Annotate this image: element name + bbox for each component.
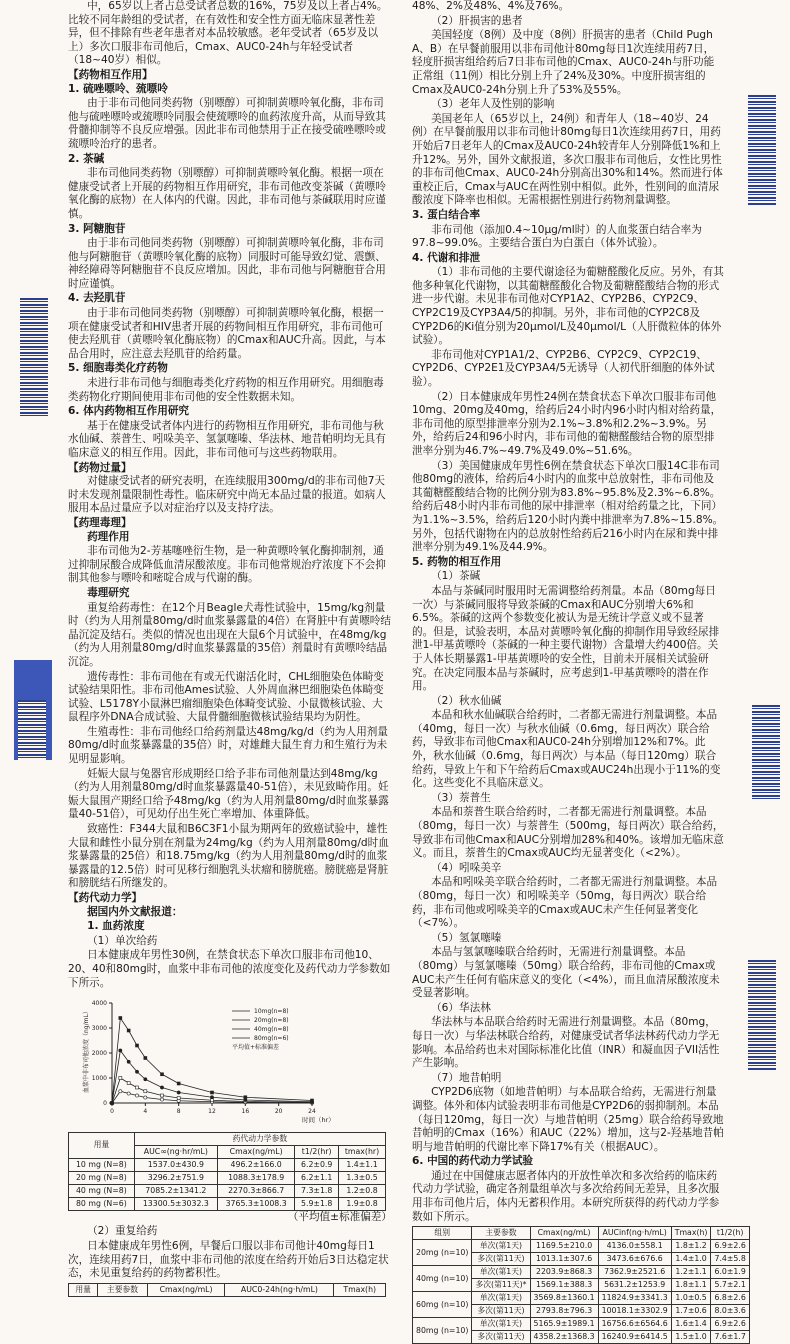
table-cell: 1.3±0.5 <box>339 1171 386 1184</box>
table-cell: 13300.5±3032.3 <box>134 1197 217 1210</box>
table-cell: 6.9±2.6 <box>711 1318 749 1331</box>
interaction-text: 由于非布司他同类药物（别嘌醇）可抑制黄嘌呤氧化酶，非布司他与硫唑嘌呤或巯嘌呤同服会使巯嘌呤的血药浓度升高，从而导致其骨髓抑制等不良反应增强。因此非布司他禁用于正在接受硫唑嘌呤或巯嘌呤治疗的患者。 <box>68 97 386 150</box>
metab-paragraph: 非布司他对CYP1A1/2、CYP2B6、CYP2C9、CYP2C19、CYP2D6、CYP2E1及CYP3A4/5无诱导（人初代肝细胞的体外试验）。 <box>412 348 715 389</box>
table-cell: 6.0±1.9 <box>711 1266 749 1279</box>
data-point <box>144 1090 147 1093</box>
pk-sub1: 1. 血药浓度 <box>87 920 145 933</box>
table-row <box>413 1266 750 1279</box>
data-point <box>111 1102 114 1105</box>
interaction-heading: 1. 硫唑嘌呤、巯嘌呤 <box>68 82 168 95</box>
x-tick-label: 16 <box>241 1108 250 1116</box>
table-cell: 1013.1±307.6 <box>530 1253 598 1266</box>
table-cell: 7.4±5.8 <box>711 1253 749 1266</box>
tox-paragraphs <box>68 602 392 891</box>
interaction-sub-text: CYP2D6底物（如地昔帕明）与本品联合给药，无需进行剂量调整。体外和体内试验表明非布司他是CYP2D6的弱抑制剂。本品（每日120mg，每日一次）与地昔帕明（25mg）联合给药导致地昔帕明的Cmax（16%）和AUC（22%）增加，这与2-羟基地昔帕明与地昔帕明的代谢比率下降17%有关（根据AUC）。 <box>412 1086 724 1153</box>
data-point <box>135 1070 138 1073</box>
x-tick-label: 24 <box>308 1108 316 1116</box>
table-cell: 8.0±3.6 <box>711 1305 749 1318</box>
table-cell: 多次(第11天) <box>472 1253 530 1266</box>
legend-label: 10mg(n=8) <box>254 1008 289 1016</box>
table-row <box>69 1197 386 1210</box>
table-footnote: （平均值±标准偏差） <box>287 1210 392 1223</box>
inter-heading: 5. 药物的相互作用 <box>412 555 502 568</box>
interaction-sub: （4）吲哚美辛 <box>431 861 502 874</box>
table-cell: 3473.6±676.6 <box>598 1253 671 1266</box>
y-axis-label: 血浆中非布司他浓度（ng/mL） <box>83 1008 90 1094</box>
th-group-r: 组别 <box>413 1227 472 1240</box>
table-cell: 6.9±2.6 <box>711 1240 749 1253</box>
overdose-text: 对健康受试者的研究表明，在连续服用300mg/d的非布司他7天时未发现剂量限制性毒性。临床研究中尚无本品过量的报道。如病人服用本品过量应予以对症治疗以及支持疗法。 <box>68 475 386 515</box>
table-cell: 1169.5±210.0 <box>530 1240 598 1253</box>
pharm-tox-tag: 【药理毒理】 <box>68 516 132 529</box>
table-cell: 16240.9±6414.5 <box>598 1331 671 1344</box>
data-point <box>144 1057 147 1060</box>
table-cell: 2203.9±868.3 <box>530 1266 598 1279</box>
pk-intro: 据国内外文献报道： <box>87 905 183 918</box>
data-point <box>144 1078 147 1081</box>
metab-paragraph: （3）美国健康成年男性6例在禁食状态下单次口服14C非布司他80mg的液体，给药后4小时内的血浆中总放射性，非布司他及其葡糖醛酸结合物的比例分别为83.8%~95.8%及2.3%~6.8%。给药后48小时内非布司他的尿中排泄率（相对给药量之比，下同）为1.1%~3.5%，给药后120小时内粪中排泄率为7.8%~15.8%。另外，包括代谢物在内的总放射性给药后216小时内在尿和粪中排泄率分别为49.1%及44.9%。 <box>412 459 724 554</box>
x-tick-label: 12 <box>208 1108 216 1116</box>
legend-label: 40mg(n=8) <box>254 1026 289 1034</box>
table-cell: 60mg (n=10) <box>413 1292 472 1318</box>
y-tick-label: 4000 <box>91 1000 107 1008</box>
table-row <box>413 1318 750 1331</box>
th-auc-r: AUCinf(ng·h/mL) <box>598 1227 671 1240</box>
series-line <box>112 1051 312 1104</box>
y-tick-label: 0 <box>103 1100 107 1108</box>
data-point <box>127 1029 130 1032</box>
th-t12-r: t1/2(h) <box>711 1227 749 1240</box>
pk-table-body <box>69 1158 386 1210</box>
table-cell: 16756.6±6564.6 <box>598 1318 671 1331</box>
table-cell: 10 mg (N=8) <box>69 1158 135 1171</box>
interaction-sub: （3）萘普生 <box>431 791 491 804</box>
table-cell: 1.4±1.0 <box>671 1253 711 1266</box>
data-point <box>144 1096 147 1099</box>
table-cell: 11824.9±3341.3 <box>598 1292 671 1305</box>
right-barcode-strip-mid <box>752 705 780 800</box>
table-cell: 80mg (n=10) <box>413 1318 472 1344</box>
interaction-sub: （1）茶碱 <box>431 570 481 583</box>
table-cell: 2270.3±866.7 <box>217 1184 294 1197</box>
table-cell: 1.2±1.1 <box>671 1266 711 1279</box>
interaction-items <box>412 570 724 1154</box>
hep-text: 美国轻度（8例）及中度（8例）肝损害的患者（Child Pugh A、B）在早餐前服用以非布司他计80mg每日1次连续用药7日，轻度肝损害组给药后7日非布司他的Cmax、AUC0-24h与肝功能正常组（11例）相比分别上升了24%及30%。中度肝损害组的Cmax及AUC0-24h分别上升了53%及55%。 <box>412 29 715 96</box>
table-row <box>69 1184 386 1197</box>
table-cell: 6.2±0.9 <box>295 1158 339 1171</box>
right-top-line: 48%、2%及48%、4%及76%。 <box>412 0 570 12</box>
pk-header-cell: AUC∞(ng·hr/mL) <box>134 1145 217 1158</box>
th-main-r: 主要参数 <box>472 1227 530 1240</box>
table-cell: 1.6±1.4 <box>671 1318 711 1331</box>
interaction-sub-text: 本品与氢氯噻嗪联合给药时，无需进行剂量调整。本品（80mg）与氢氯噻嗪（50mg）联合给药，非布司他的Cmax或AUC未产生任何有临床意义的变化（<4%），而且血清尿酸浓度未受显著影响。 <box>412 946 720 1000</box>
right-barcode-strip-low <box>748 960 776 1070</box>
data-point <box>161 1094 164 1097</box>
x-axis-label: 时间（hr） <box>302 1116 335 1125</box>
data-point <box>211 1091 214 1094</box>
data-point <box>160 1086 163 1089</box>
data-point <box>119 1017 122 1020</box>
data-point <box>311 1099 314 1102</box>
table-cell: 单次(第1天) <box>472 1318 530 1331</box>
left-top-paragraph: 中，65岁以上者占总受试者总数的16%，75岁及以上者占4%。比较不同年龄组的受试者，在有效性和安全性方面无临床显著性差异，但不排除有些老年患者对本品较敏感。老年受试者（65岁及以上）多次口服非布司他后，Cmax、AUC0-24h与年轻受试者（18~40岁）相似。 <box>68 0 388 67</box>
table-cell: 单次(第1天) <box>472 1240 530 1253</box>
pk-sub1a-text: 日本健康成年男性30例，在禁食状态下单次口服非布司他10、20、40和80mg时，血浆中非布司他的浓度变化及药代动力学参数如下所示。 <box>68 949 391 989</box>
y-tick-label: 2000 <box>91 1050 107 1058</box>
interaction-sub-text: 本品和萘普生联合给药时，二者都无需进行剂量调整。本品（80mg，每日一次）与萘普生（500mg，每日两次）联合给药，导致非布司他Cmax和AUC分别增加28%和40%。该增加无临床意义。而且，萘普生的Cmax或AUC均无显著变化（<2%）。 <box>412 806 724 860</box>
table-cell: 7085.2±1341.2 <box>134 1184 217 1197</box>
table-row <box>413 1292 750 1305</box>
pk-sub1a: （1）单次给药 <box>87 934 158 947</box>
data-point <box>127 1092 130 1095</box>
pk-tag: 【药代动力学】 <box>68 892 143 904</box>
data-point <box>136 1086 139 1089</box>
table-cell: 7.6±1.7 <box>711 1331 749 1344</box>
table-cell: 5.7±2.1 <box>711 1279 749 1292</box>
interaction-text: 由于非布司他同类药物（别嘌醇）可抑制黄嘌呤氧化酶，根据一项在健康受试者和HIV患者开展的药物间相互作用研究，非布司他可使去羟肌苷（黄嘌呤氧化酶底物）的Cmax和AUC升高。因此，与本品合用时，应注意去羟肌苷的给药量。 <box>68 307 386 360</box>
table-cell: 40 mg (N=8) <box>69 1184 135 1197</box>
table-cell: 496.2±166.0 <box>217 1158 294 1171</box>
metab-paragraph: （1）非布司他的主要代谢途径为葡糖醛酸化反应。另外，有其他多种氧化代谢物，以其葡糖醛酸化合物及葡糖醛酸结合物的形式进一步代谢。未见非布司他对CYP1A2、CYP2B6、CYP2C9、CYP2C19及CYP3A4/5的抑制。另外，非布司他的CYP2C8及CYP2D6的Ki值分别为20μmol/L及40μmol/L（人肝微粒体的体外试验）。 <box>412 266 724 347</box>
interaction-text: 基于在健康受试者体内进行的药物相互作用研究，非布司他与秋水仙碱、萘普生、吲哚美辛、氢氯噻嗪、华法林、地昔帕明均无具有临床意义的相互作用。因此，非布司他可与这些药物联用。 <box>68 419 386 459</box>
metab-heading: 4. 代谢和排泄 <box>412 251 481 264</box>
data-point <box>161 1073 164 1076</box>
x-tick-label: 4 <box>143 1108 148 1116</box>
table-cell: 1.5±1.0 <box>671 1331 711 1344</box>
pk-sub1b-text: 日本健康成年男性6例，早餐后口服以非布司他计40mg每日1次，连续用药7日，血浆中非布司他的浓度在给药开始后3日达稳定状态，未见重复给药的药物蓄积性。 <box>68 1239 389 1280</box>
legend-label: 20mg(n=8) <box>254 1017 289 1025</box>
pk-header-cell: tmax(hr) <box>339 1145 386 1158</box>
data-point <box>119 1077 122 1080</box>
table-cell: 40mg (n=10) <box>413 1266 472 1292</box>
interaction-sections <box>68 83 392 461</box>
table-cell: 4136.0±558.1 <box>598 1240 671 1253</box>
data-point <box>127 1082 130 1085</box>
data-point <box>210 1096 213 1099</box>
tox-paragraph: 生殖毒性：非布司他经口给药剂量达48mg/kg/d（约为人用剂量80mg/d时血浆暴露量的35倍）时，对雄雌大鼠生育力和生殖行为未见明显影响。 <box>68 725 388 766</box>
protein-heading: 3. 蛋白结合率 <box>412 208 481 221</box>
interaction-heading: 3. 阿糖胞苷 <box>68 222 126 235</box>
pk-param-table <box>68 1132 386 1211</box>
interaction-text: 未进行非布司他与细胞毒类化疗药物的相互作用研究。用细胞毒类药物化疗期间使用非布司他的安全性数据未知。 <box>68 377 384 403</box>
table-cell: 1.8±1.1 <box>671 1279 711 1292</box>
repeat-dose-table-header <box>68 1283 386 1297</box>
table-cell: 10018.1±3302.9 <box>598 1305 671 1318</box>
data-point <box>119 1049 122 1052</box>
tox-paragraph: 致癌性：F344大鼠和B6C3F1小鼠为期两年的致癌试验中，雄性大鼠和雌性小鼠分别在剂量为24mg/kg（约为人用剂量80mg/d时血浆暴露量的25倍）和18.75mg/kg（约为人用剂量80mg/d时的血浆暴露量的12.5倍）时可见移行细胞乳头状瘤和膀胱癌。膀胱癌是肾脏和膀胱结石所继发的。 <box>68 823 389 890</box>
rd-col-dose: 用量 <box>69 1283 98 1296</box>
x-tick-label: 8 <box>176 1108 181 1116</box>
th-group: 药代动力学参数 <box>134 1132 385 1145</box>
y-tick-label: 3000 <box>91 1025 107 1033</box>
left-barcode-strip-lower <box>18 700 46 760</box>
tox-paragraph: 遗传毒性：非布司他在有或无代谢活化时，CHL细胞染色体畸变试验结果阳性。非布司他Ames试验、人外周血淋巴细胞染色体畸变试验、L5178Y小鼠淋巴瘤细胞染色体畸变试验、小鼠微核试验、大鼠程序外DNA合成试验、大鼠骨髓细胞微核试验结果均为阴性。 <box>68 670 384 724</box>
interaction-text: 非布司他同类药物（别嘌醇）可抑制黄嘌呤氧化酶。根据一项在健康受试者上开展的药物相互作用研究，非布司他改变茶碱（黄嘌呤氧化酶的底物）在人体内的代谢。因此，非布司他与茶碱联用时应谨慎。 <box>68 167 386 220</box>
table-cell: 多次(第11天)* <box>472 1279 530 1292</box>
interaction-heading: 6. 体内药物相互作用研究 <box>68 405 190 418</box>
table-cell: 1569.1±388.3 <box>530 1279 598 1292</box>
metab-paragraph: （2）日本健康成年男性24例在禁食状态下单次口服非布司他10mg、20mg及40mg，给药后24小时内96小时内相对给药量，非布司他的原型排泄率分别为2.1%~3.8%和2.2%~3.9%。另外，给药后24和96小时内，非布司他的葡糖醛酸结合物的原型排泄率分别为46.7%~49.7%及49.0%~51.6%。 <box>412 390 722 457</box>
table-cell: 2793.8±796.3 <box>530 1305 598 1318</box>
interaction-sub: （6）华法林 <box>431 1001 491 1014</box>
table-cell: 5631.2±1253.9 <box>598 1279 671 1292</box>
table-cell: 5.9±1.8 <box>295 1197 339 1210</box>
table-cell: 5165.9±1989.1 <box>530 1318 598 1331</box>
interaction-sub-text: 本品与茶碱同时服用时无需调整给药剂量。本品（80mg每日一次）与茶碱同服将导致茶碱的Cmax和AUC分别增大6%和6.5%。茶碱的这两个参数变化被认为是无统计学意义或不显著的。但是，试验表明，本品对黄嘌呤氧化酶的抑制作用导致经尿排泄1-甲基黄嘌呤（茶碱的一种主要代谢物）含量增大约400倍。关于人体长期暴露1-甲基黄嘌呤的安全性，目前未开展相关试验研究。在决定同服本品与茶碱时，应考虑到1-甲基黄嘌呤的潜在作用。 <box>412 584 720 693</box>
interaction-heading: 2. 茶碱 <box>68 152 105 165</box>
legend-label: 80mg(n=6) <box>254 1035 289 1043</box>
table-cell: 7362.9±2521.6 <box>598 1266 671 1279</box>
table-cell: 80 mg (N=6) <box>69 1197 135 1210</box>
pk-concentration-chart <box>78 995 378 1123</box>
elder-heading: （3）老年人及性别的影响 <box>431 98 555 111</box>
protein-text: 非布司他（添加0.4~10μg/ml时）的人血浆蛋白结合率为97.8~99.0%。主要结合蛋白为白蛋白（体外试验）。 <box>412 223 702 250</box>
overdose-tag: 【药物过量】 <box>68 461 132 474</box>
china-table-body <box>413 1240 750 1344</box>
pharm-text: 非布司他为2-芳基噻唑衍生物，是一种黄嘌呤氧化酶抑制剂，通过抑制尿酸合成降低血清尿酸浓度。非布司他常规治疗浓度下不会抑制其他参与嘌呤和嘧啶合成与代谢的酶。 <box>68 545 386 585</box>
data-point <box>136 1044 139 1047</box>
left-barcode-strip <box>20 298 48 416</box>
table-cell: 6.2±1.1 <box>295 1171 339 1184</box>
table-cell: 多次(第11天) <box>472 1305 530 1318</box>
table-cell: 20mg (n=10) <box>413 1240 472 1266</box>
left-column <box>68 0 392 1297</box>
pk-header-cell: t1/2(hr) <box>295 1145 339 1158</box>
china-heading: 6. 中国的药代动力学试验 <box>412 1155 534 1168</box>
th-tmax-r: Tmax(h) <box>671 1227 711 1240</box>
china-pk-table <box>412 1226 750 1344</box>
interaction-tag: 【药物相互作用】 <box>68 68 153 81</box>
table-cell: 1.9±0.8 <box>339 1197 386 1210</box>
th-dose: 用量 <box>69 1132 135 1158</box>
interaction-sub-text: 本品和吲哚美辛联合给药时，二者都无需进行剂量调整。本品（80mg，每日一次）和吲哚美辛（50mg，每日两次）联合给药，非布司他或吲哚美辛的Cmax或AUC未产生任何显著变化（<7%）。 <box>412 876 718 930</box>
legend-note: 平均值+标准偏差 <box>232 1044 280 1052</box>
data-point <box>177 1097 180 1100</box>
interaction-sub-text: 华法林与本品联合给药时无需进行剂量调整。本品（80mg，每日一次）与华法林联合给药，对健康受试者华法林药代动力学无影响。本品给药也未对国际标准化比值（INR）和凝血因子VII活性产生影响。 <box>412 1016 720 1070</box>
x-tick-label: 0 <box>110 1108 114 1116</box>
table-cell: 4358.2±1368.3 <box>530 1331 598 1344</box>
rd-col-main: 主要参数 <box>98 1283 147 1296</box>
table-cell: 1.4±1.1 <box>339 1158 386 1171</box>
interaction-sub: （7）地昔帕明 <box>431 1071 502 1084</box>
data-point <box>127 1060 130 1063</box>
rd-col-tmax: Tmax(h) <box>334 1283 386 1296</box>
x-tick-label: 20 <box>274 1108 283 1116</box>
table-cell: 20 mg (N=8) <box>69 1171 135 1184</box>
interaction-text: 由于非布司他同类药物（别嘌醇）可抑制黄嘌呤氧化酶，非布司他与阿糖胞苷（黄嘌呤氧化酶的底物）同服时可能导致幻觉、震颤、神经障碍等阿糖胞苷不良反应增加。因此，非布司他与阿糖胞苷合用时应谨慎。 <box>68 237 386 290</box>
data-point <box>119 1090 122 1093</box>
table-cell: 1.2±0.8 <box>339 1184 386 1197</box>
hep-heading: （2）肝损害的患者 <box>431 14 523 27</box>
china-text: 通过在中国健康志愿者体内的开放性单次和多次给药的临床药代动力学试验，确定各剂量组单次与多次给药间无差异，且多次服用非布司他片后，体内无蓄积作用。本研究所获得的药代动力学参数如下所示。 <box>412 1169 720 1223</box>
table-cell: 1088.3±178.9 <box>217 1171 294 1184</box>
table-row <box>69 1158 386 1171</box>
tox-paragraph: 重复给药毒性：在12个月Beagle犬毒性试验中，15mg/kg剂量时（约为人用剂量80mg/d时血浆暴露量的4倍）在肾脏中有黄嘌呤结晶沉淀及结石。类似的情况也出现在大鼠6个月试验中，在48mg/kg（约为人用剂量80mg/d时血浆暴露量的35倍）剂量时有黄嘌呤结晶沉淀。 <box>68 601 391 668</box>
pk-sub1b: （2）重复给药 <box>87 1225 158 1238</box>
table-cell: 1537.0±430.9 <box>134 1158 217 1171</box>
table-cell: 单次(第1天) <box>472 1292 530 1305</box>
right-barcode-strip <box>748 95 776 205</box>
data-point <box>135 1094 138 1097</box>
tox-paragraph: 妊娠大鼠与兔器官形成期经口给予非布司他剂量达到48mg/kg（约为人用剂量80mg/d时血浆暴露量40-51倍），未见致畸作用。妊娠大鼠围产期经口给予48mg/kg（约为人用剂量80mg/d时血浆暴露量40-51倍），可见幼仔出生死亡率增加、体重降低。 <box>68 767 389 821</box>
metab-paragraphs <box>412 266 724 554</box>
interaction-heading: 4. 去羟肌苷 <box>68 292 126 305</box>
data-point <box>177 1091 180 1094</box>
table-cell: 3765.3±1008.3 <box>217 1197 294 1210</box>
table-row <box>69 1171 386 1184</box>
data-point <box>211 1099 214 1102</box>
table-cell: 1.0±0.5 <box>671 1292 711 1305</box>
table-cell: 1.8±1.2 <box>671 1240 711 1253</box>
data-point <box>177 1082 180 1085</box>
pharm-heading: 药理作用 <box>87 530 130 543</box>
table-cell: 单次(第1天) <box>472 1266 530 1279</box>
interaction-sub: （2）秋水仙碱 <box>431 694 502 707</box>
elder-text: 美国老年人（65岁以上，24例）和青年人（18~40岁、24例）在早餐前服用以非布司他计80mg每日1次连续用药7日，用药开始后7日老年人的Cmax及AUC0-24h较青年人分别降低1%和上升12%。另外，国外文献报道，多次口服非布司他后，女性比男性的非布司他Cmax、AUC0-24h分别高出30%和14%。然而进行体重校正后，Cmax与AUC在两性别中相似。此外，性别间的血清尿酸浓度下降率也相似。无需根据性别进行药物剂量调整。 <box>412 112 723 207</box>
interaction-heading: 5. 细胞毒类化疗药物 <box>68 362 168 375</box>
table-cell: 3296.2±751.9 <box>134 1171 217 1184</box>
interaction-sub-text: 本品和秋水仙碱联合给药时，二者都无需进行剂量调整。本品（40mg，每日一次）与秋水仙碱（0.6mg，每日两次）联合给药，导致非布司他Cmax和AUC0-24h分别增加12%和7%。此外，秋水仙碱（0.6mg，每日两次）与本品（每日120mg）联合给药，导致上午和下午给药后Cmax或AUC24h出现小于11%的变化。这些变化不具临床意义。 <box>412 709 721 790</box>
table-cell: 6.8±2.6 <box>711 1292 749 1305</box>
table-cell: 多次(第11天) <box>472 1331 530 1344</box>
data-point <box>160 1098 163 1101</box>
tox-heading: 毒理研究 <box>87 586 130 599</box>
pk-header-cell: Cmax(ng/mL) <box>217 1145 294 1158</box>
table-cell: 7.3±1.8 <box>295 1184 339 1197</box>
table-cell: 3569.8±1360.1 <box>530 1292 598 1305</box>
th-cmax-r: Cmax(ng/mL) <box>530 1227 598 1240</box>
table-cell: 1.7±0.6 <box>671 1305 711 1318</box>
table-row <box>413 1240 750 1253</box>
interaction-sub: （5）氢氯噻嗪 <box>431 931 502 944</box>
rd-col-auc: AUC0-24h(ng·h/mL) <box>225 1283 334 1296</box>
y-tick-label: 1000 <box>91 1075 107 1083</box>
data-point <box>244 1096 247 1099</box>
rd-col-cmax: Cmax(ng/mL) <box>147 1283 225 1296</box>
right-column <box>412 0 746 1344</box>
